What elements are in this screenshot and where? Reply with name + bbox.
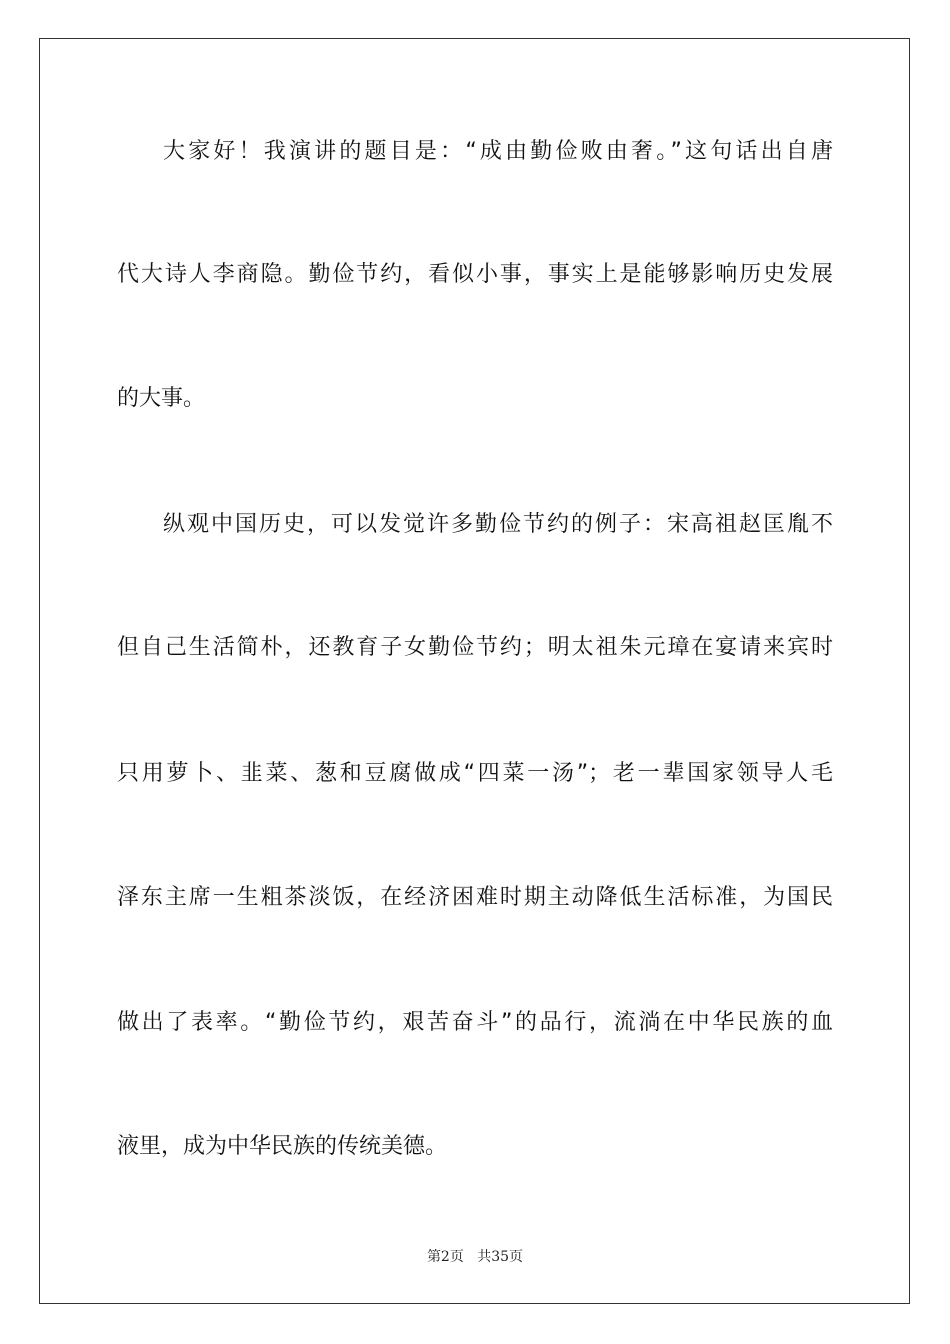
paragraph-1-line-3: 的大事。 xyxy=(117,386,206,411)
page-number: 第2页 xyxy=(426,1249,464,1265)
page-footer xyxy=(0,1248,950,1266)
paragraph-2-line-3: 只用萝卜、韭菜、葱和豆腐做成“四菜一汤”；老一辈国家领导人毛 xyxy=(117,761,833,786)
paragraph-1-line-1: 大家好！我演讲的题目是：“成由勤俭败由奢。”这句话出自唐 xyxy=(163,139,833,164)
paragraph-2-line-4: 泽东主席一生粗茶淡饭，在经济困难时期主动降低生活标准，为国民 xyxy=(117,885,833,910)
total-pages: 共35页 xyxy=(477,1249,524,1265)
paragraph-2-line-1: 纵观中国历史，可以发觉许多勤俭节约的例子：宋高祖赵匡胤不 xyxy=(163,512,833,537)
paragraph-1-line-2: 代大诗人李商隐。勤俭节约，看似小事，事实上是能够影响历史发展 xyxy=(117,262,833,287)
paragraph-2-line-2: 但自己生活简朴，还教育子女勤俭节约；明太祖朱元璋在宴请来宾时 xyxy=(117,635,833,660)
paragraph-2-line-5: 做出了表率。“勤俭节约，艰苦奋斗”的品行，流淌在中华民族的血 xyxy=(117,1010,833,1035)
paragraph-2-line-6: 液里，成为中华民族的传统美德。 xyxy=(117,1134,448,1159)
page-border xyxy=(39,38,910,1304)
